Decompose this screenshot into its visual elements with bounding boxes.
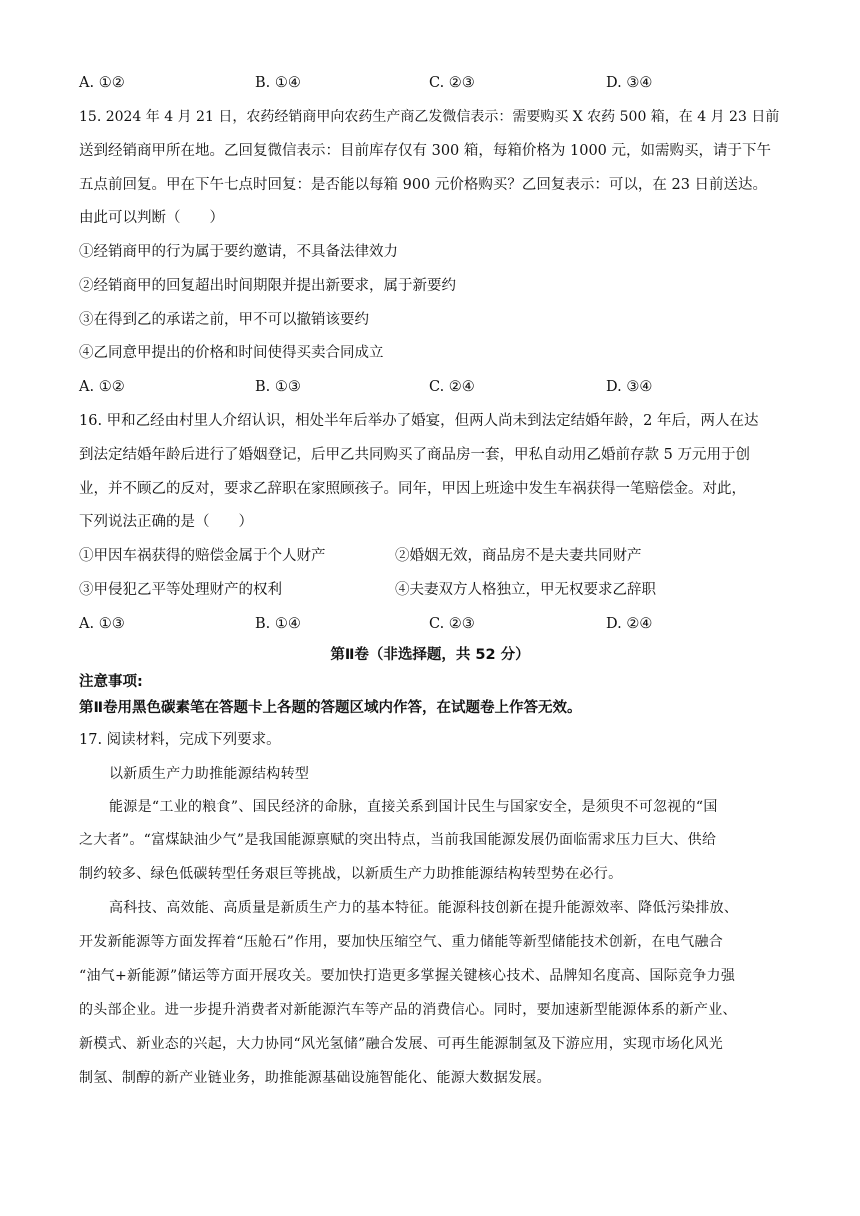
q16-line-2: 到法定结婚年龄后进行了婚姻登记，后甲乙共同购买了商品房一套，甲私自动用乙婚前存款 5 万元用于创 — [79, 447, 750, 463]
option-c: C. ②③ — [429, 75, 475, 91]
q15-statement-3: ③在得到乙的承诺之前，甲不可以撤销该要约 — [79, 312, 369, 328]
option-d: D. ③④ — [606, 75, 653, 91]
q16-line-4: 下列说法正确的是（ ） — [79, 514, 253, 530]
section-title: 第Ⅱ卷（非选择题，共 52 分） — [330, 647, 530, 663]
q17-prompt: 17. 阅读材料，完成下列要求。 — [79, 732, 281, 748]
q16-statement-4: ④夫妻双方人格独立，甲无权要求乙辞职 — [395, 582, 656, 598]
q16-line-3: 业，并不顾乙的反对，要求乙辞职在家照顾孩子。同年，甲因上班途中发生车祸获得一笔赔偿金。对此， — [79, 481, 746, 497]
q15-statement-2: ②经销商甲的回复超出时间期限并提出新要求，属于新要约 — [79, 278, 456, 294]
material-p2-line-1: 高科技、高效能、高质量是新质生产力的基本特征。能源科技创新在提升能源效率、降低污染排放、 — [109, 900, 739, 916]
q16-statements-row-1 — [79, 546, 783, 566]
q15-line-4: 由此可以判断（ ） — [79, 210, 224, 226]
material-p1-line-2: 之大者”。“富煤缺油少气”是我国能源禀赋的突出特点，当前我国能源发展仍面临需求压力巨大、供给 — [79, 832, 717, 848]
q15-line-3: 五点前回复。甲在下午七点时回复：是否能以每箱 900 元价格购买？乙回复表示：可以，在 23 日前送达。 — [79, 177, 768, 193]
q15-line-1: 15. 2024 年 4 月 21 日，农药经销商甲向农药生产商乙发微信表示：需要购买 X 农药 500 箱，在 4 月 23 日前 — [79, 109, 780, 125]
q16-line-1: 16. 甲和乙经由村里人介绍认识，相处半年后举办了婚宴，但两人尚未到法定结婚年龄，2 年后，两人在达 — [79, 413, 759, 429]
q16-options — [79, 614, 783, 634]
q14-options — [79, 73, 783, 93]
q15-options — [79, 377, 783, 397]
material-p1-line-1: 能源是“工业的粮食”、国民经济的命脉，直接关系到国计民生与国家安全，是须臾不可忽视的“国 — [109, 799, 718, 815]
material-p2-line-4: 的头部企业。进一步提升消费者对新能源汽车等产品的消费信心。同时，要加速新型能源体系的新产业、 — [79, 1002, 737, 1018]
option-a: A. ①② — [79, 75, 125, 91]
option-b: B. ①④ — [255, 616, 301, 632]
q16-statements-row-2 — [79, 580, 783, 600]
notice-label: 注意事项: — [79, 674, 143, 690]
q15-line-2: 送到经销商甲所在地。乙回复微信表示：目前库存仅有 300 箱，每箱价格为 1000 元，如需购买，请于下午 — [79, 143, 772, 159]
notice-text: 第Ⅱ卷用黑色碳素笔在答题卡上各题的答题区域内作答，在试题卷上作答无效。 — [79, 700, 582, 716]
option-c: C. ②④ — [429, 379, 475, 395]
q16-statement-2: ②婚姻无效，商品房不是夫妻共同财产 — [395, 548, 642, 564]
option-b: B. ①④ — [255, 75, 301, 91]
material-p2-line-6: 制氢、制醇的新产业链业务，助推能源基础设施智能化、能源大数据发展。 — [79, 1070, 551, 1086]
q15-statement-1: ①经销商甲的行为属于要约邀请，不具备法律效力 — [79, 244, 398, 260]
option-d: D. ③④ — [606, 379, 653, 395]
option-c: C. ②③ — [429, 616, 475, 632]
q16-statement-1: ①甲因车祸获得的赔偿金属于个人财产 — [79, 548, 326, 564]
material-p2-line-5: 新模式、新业态的兴起，大力协同“风光氢储”融合发展、可再生能源制氢及下游应用，实现市场化风光 — [79, 1036, 724, 1052]
option-a: A. ①② — [79, 379, 125, 395]
material-p2-line-3: “油气+新能源”储运等方面开展攻关。要加快打造更多掌握关键核心技术、品牌知名度高、国际竞争力强 — [79, 968, 736, 984]
material-p2-line-2: 开发新能源等方面发挥着“压舱石”作用，要加快压缩空气、重力储能等新型储能技术创新，在电气融合 — [79, 934, 724, 950]
option-d: D. ②④ — [606, 616, 653, 632]
material-title: 以新质生产力助推能源结构转型 — [109, 766, 310, 782]
q15-statement-4: ④乙同意甲提出的价格和时间使得买卖合同成立 — [79, 345, 384, 361]
material-p1-line-3: 制约较多、绿色低碳转型任务艰巨等挑战，以新质生产力助推能源结构转型势在必行。 — [79, 866, 623, 882]
option-b: B. ①③ — [255, 379, 301, 395]
q16-statement-3: ③甲侵犯乙平等处理财产的权利 — [79, 582, 282, 598]
option-a: A. ①③ — [79, 616, 125, 632]
